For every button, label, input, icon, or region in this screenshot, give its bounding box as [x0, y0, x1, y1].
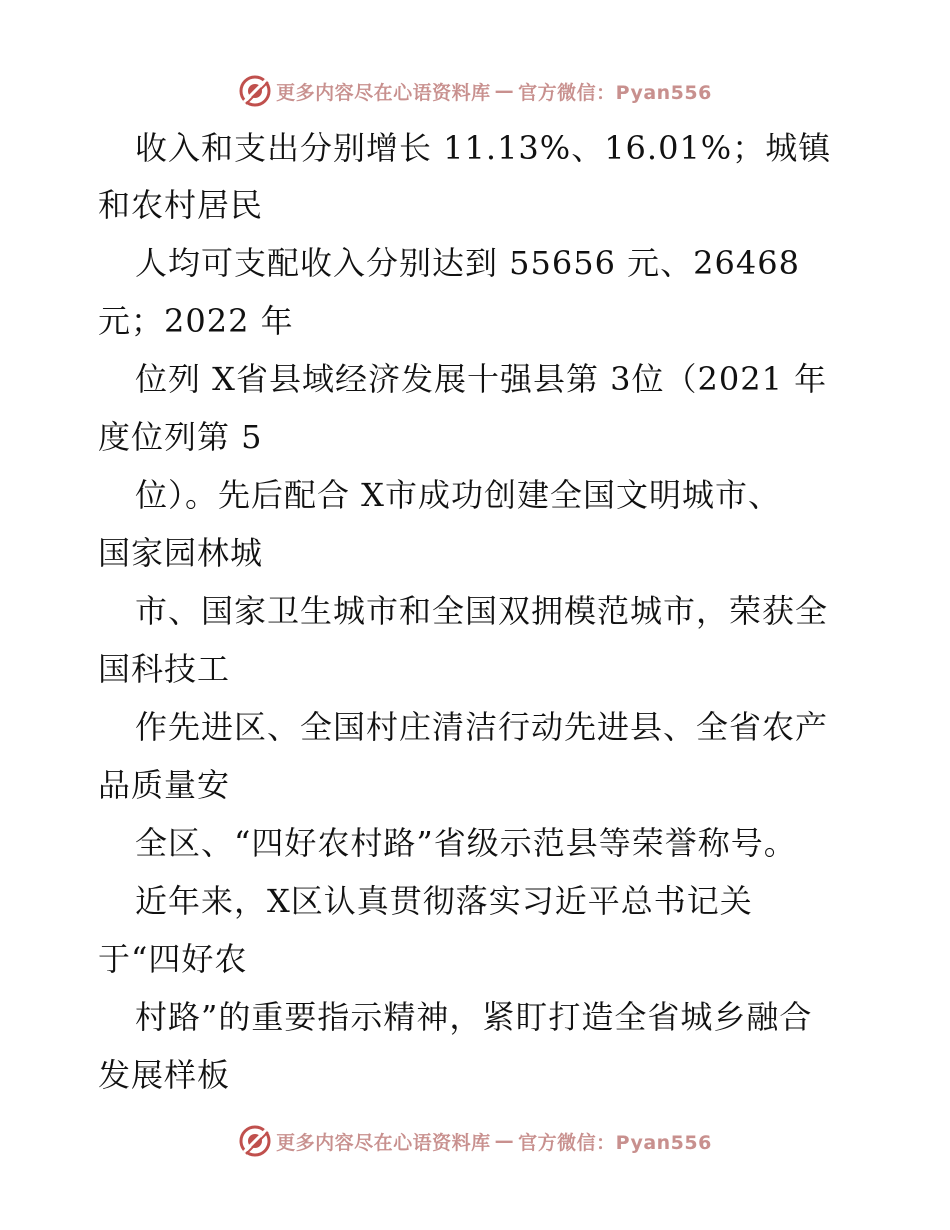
text-line: 收入和支出分别增长 11.13%、16.01%；城镇: [135, 129, 832, 167]
text-line: 元；2022 年: [98, 302, 294, 340]
watermark-contact-text: 官方微信：Pyan556: [518, 81, 712, 104]
watermark-separator: —: [494, 1130, 515, 1152]
watermark-contact-text: 官方微信：Pyan556: [518, 1131, 712, 1154]
text-line: 品质量安: [98, 766, 231, 804]
text-line: 位列 X省县域经济发展十强县第 3位（2021 年: [135, 360, 828, 398]
text-line: 人均可支配收入分别达到 55656 元、26468: [135, 244, 800, 282]
text-line: 位）。先后配合 X市成功创建全国文明城市、: [135, 476, 781, 514]
text-line: 和农村居民: [98, 186, 264, 224]
text-line: 国科技工: [98, 650, 231, 688]
watermark-main-text: 更多内容尽在心语资料库: [276, 81, 491, 104]
brand-logo-icon: [238, 1124, 272, 1158]
text-line: 近年来，X区认真贯彻落实习近平总书记关: [135, 882, 753, 920]
text-line: 于“四好农: [98, 940, 248, 978]
text-line: 全区、“四好农村路”省级示范县等荣誉称号。: [135, 824, 797, 862]
text-line: 度位列第 5: [98, 418, 263, 456]
text-line: 国家园林城: [98, 534, 264, 572]
brand-logo-icon: [238, 74, 272, 108]
text-line: 村路”的重要指示精神，紧盯打造全省城乡融合: [135, 998, 813, 1036]
text-line: 发展样板: [98, 1056, 231, 1094]
watermark-separator: —: [494, 80, 515, 102]
watermark-main-text: 更多内容尽在心语资料库: [276, 1131, 491, 1154]
text-line: 作先进区、全国村庄清洁行动先进县、全省农产: [135, 708, 829, 746]
text-line: 市、国家卫生城市和全国双拥模范城市，荣获全: [135, 592, 829, 630]
header-watermark: [0, 71, 950, 111]
footer-watermark: [0, 1121, 950, 1161]
